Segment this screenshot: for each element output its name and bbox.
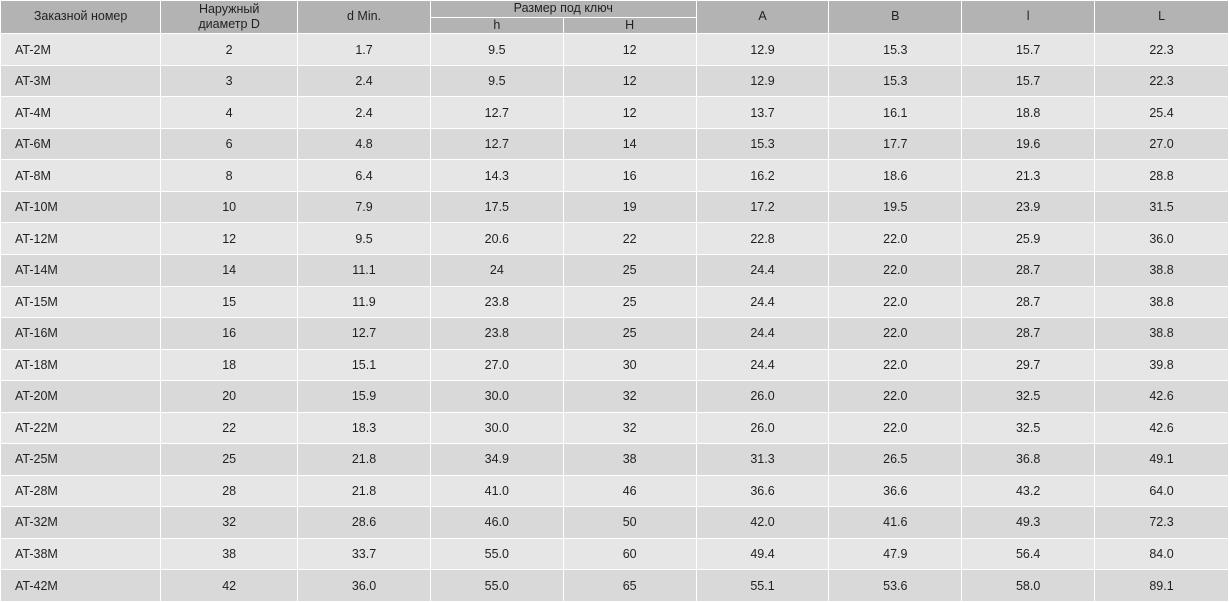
cell-dmin: 36.0 [298, 570, 431, 602]
cell-L: 49.1 [1095, 444, 1229, 476]
cell-dmin: 15.9 [298, 381, 431, 413]
cell-H: 25 [563, 286, 696, 318]
cell-L: 42.6 [1095, 381, 1229, 413]
cell-L: 22.3 [1095, 34, 1229, 66]
table-row [1, 191, 1229, 223]
cell-name: AT-2M [1, 34, 161, 66]
cell-name: AT-32M [1, 507, 161, 539]
cell-dmin: 21.8 [298, 475, 431, 507]
cell-d: 28 [161, 475, 298, 507]
column-header-outer-diameter-line2: диаметр D [198, 17, 260, 32]
cell-h: 14.3 [430, 160, 563, 192]
cell-name: AT-16M [1, 318, 161, 350]
cell-h: 30.0 [430, 412, 563, 444]
column-header-b: B [829, 1, 962, 34]
cell-d: 6 [161, 128, 298, 160]
cell-l: 15.7 [962, 34, 1095, 66]
table-row [1, 507, 1229, 539]
table-row [1, 349, 1229, 381]
cell-h: 23.8 [430, 286, 563, 318]
cell-h: 12.7 [430, 97, 563, 129]
cell-H: 16 [563, 160, 696, 192]
cell-A: 16.2 [696, 160, 829, 192]
cell-L: 72.3 [1095, 507, 1229, 539]
cell-d: 22 [161, 412, 298, 444]
cell-A: 12.9 [696, 65, 829, 97]
cell-dmin: 4.8 [298, 128, 431, 160]
cell-h: 23.8 [430, 318, 563, 350]
cell-A: 42.0 [696, 507, 829, 539]
cell-dmin: 2.4 [298, 97, 431, 129]
cell-h: 20.6 [430, 223, 563, 255]
table-row [1, 65, 1229, 97]
cell-name: AT-14M [1, 254, 161, 286]
cell-B: 22.0 [829, 318, 962, 350]
cell-h: 12.7 [430, 128, 563, 160]
cell-B: 53.6 [829, 570, 962, 602]
column-header-outer-diameter [161, 1, 298, 34]
cell-A: 26.0 [696, 412, 829, 444]
cell-name: AT-3M [1, 65, 161, 97]
cell-l: 32.5 [962, 412, 1095, 444]
cell-B: 18.6 [829, 160, 962, 192]
cell-h: 27.0 [430, 349, 563, 381]
cell-dmin: 11.1 [298, 254, 431, 286]
cell-h: 9.5 [430, 34, 563, 66]
cell-L: 38.8 [1095, 286, 1229, 318]
cell-B: 19.5 [829, 191, 962, 223]
cell-A: 13.7 [696, 97, 829, 129]
cell-B: 22.0 [829, 412, 962, 444]
column-header-order-number: Заказной номер [1, 1, 161, 34]
cell-dmin: 9.5 [298, 223, 431, 255]
cell-B: 36.6 [829, 475, 962, 507]
cell-name: AT-10M [1, 191, 161, 223]
cell-L: 39.8 [1095, 349, 1229, 381]
cell-B: 47.9 [829, 538, 962, 570]
cell-A: 24.4 [696, 349, 829, 381]
cell-A: 55.1 [696, 570, 829, 602]
cell-name: AT-25M [1, 444, 161, 476]
cell-d: 20 [161, 381, 298, 413]
cell-A: 49.4 [696, 538, 829, 570]
cell-l: 18.8 [962, 97, 1095, 129]
cell-d: 4 [161, 97, 298, 129]
cell-name: AT-15M [1, 286, 161, 318]
cell-name: AT-6M [1, 128, 161, 160]
cell-L: 36.0 [1095, 223, 1229, 255]
cell-L: 42.6 [1095, 412, 1229, 444]
cell-H: 12 [563, 97, 696, 129]
cell-dmin: 21.8 [298, 444, 431, 476]
cell-l: 15.7 [962, 65, 1095, 97]
cell-L: 22.3 [1095, 65, 1229, 97]
table-row [1, 412, 1229, 444]
cell-d: 15 [161, 286, 298, 318]
cell-l: 36.8 [962, 444, 1095, 476]
cell-L: 28.8 [1095, 160, 1229, 192]
table-row [1, 128, 1229, 160]
cell-A: 22.8 [696, 223, 829, 255]
column-header-d-min: d Min. [298, 1, 431, 34]
cell-l: 28.7 [962, 318, 1095, 350]
table-row [1, 381, 1229, 413]
column-header-wrench-h-small: h [430, 17, 563, 34]
cell-h: 55.0 [430, 538, 563, 570]
cell-L: 25.4 [1095, 97, 1229, 129]
cell-l: 28.7 [962, 286, 1095, 318]
cell-l: 29.7 [962, 349, 1095, 381]
table-row [1, 160, 1229, 192]
table-row [1, 286, 1229, 318]
cell-l: 49.3 [962, 507, 1095, 539]
cell-l: 21.3 [962, 160, 1095, 192]
cell-H: 46 [563, 475, 696, 507]
cell-h: 34.9 [430, 444, 563, 476]
cell-l: 23.9 [962, 191, 1095, 223]
cell-d: 38 [161, 538, 298, 570]
table-row [1, 97, 1229, 129]
cell-d: 25 [161, 444, 298, 476]
cell-dmin: 33.7 [298, 538, 431, 570]
cell-B: 16.1 [829, 97, 962, 129]
cell-name: AT-42M [1, 570, 161, 602]
cell-d: 12 [161, 223, 298, 255]
cell-H: 14 [563, 128, 696, 160]
cell-L: 38.8 [1095, 254, 1229, 286]
cell-name: AT-12M [1, 223, 161, 255]
table-row [1, 538, 1229, 570]
cell-h: 46.0 [430, 507, 563, 539]
cell-l: 28.7 [962, 254, 1095, 286]
cell-L: 38.8 [1095, 318, 1229, 350]
cell-B: 15.3 [829, 34, 962, 66]
cell-dmin: 11.9 [298, 286, 431, 318]
cell-dmin: 2.4 [298, 65, 431, 97]
cell-H: 32 [563, 381, 696, 413]
table-row [1, 444, 1229, 476]
table-row [1, 223, 1229, 255]
cell-A: 31.3 [696, 444, 829, 476]
cell-H: 19 [563, 191, 696, 223]
column-header-l-small: l [962, 1, 1095, 34]
table-row [1, 318, 1229, 350]
cell-dmin: 7.9 [298, 191, 431, 223]
column-header-outer-diameter-line1: Наружный [198, 1, 260, 16]
cell-L: 84.0 [1095, 538, 1229, 570]
cell-A: 17.2 [696, 191, 829, 223]
cell-h: 9.5 [430, 65, 563, 97]
cell-H: 65 [563, 570, 696, 602]
cell-name: AT-8M [1, 160, 161, 192]
cell-l: 58.0 [962, 570, 1095, 602]
cell-H: 30 [563, 349, 696, 381]
cell-B: 22.0 [829, 223, 962, 255]
cell-A: 36.6 [696, 475, 829, 507]
table-row [1, 254, 1229, 286]
cell-dmin: 1.7 [298, 34, 431, 66]
cell-name: AT-4M [1, 97, 161, 129]
cell-l: 56.4 [962, 538, 1095, 570]
cell-B: 17.7 [829, 128, 962, 160]
table-header [1, 1, 1229, 34]
cell-A: 15.3 [696, 128, 829, 160]
cell-H: 25 [563, 254, 696, 286]
cell-h: 41.0 [430, 475, 563, 507]
cell-d: 42 [161, 570, 298, 602]
column-header-wrench-h-large: H [563, 17, 696, 34]
cell-l: 32.5 [962, 381, 1095, 413]
cell-B: 22.0 [829, 349, 962, 381]
cell-dmin: 15.1 [298, 349, 431, 381]
table-body [1, 34, 1229, 602]
table-row [1, 475, 1229, 507]
cell-name: AT-28M [1, 475, 161, 507]
cell-d: 3 [161, 65, 298, 97]
cell-H: 25 [563, 318, 696, 350]
cell-H: 50 [563, 507, 696, 539]
cell-H: 12 [563, 34, 696, 66]
header-row-top [1, 1, 1229, 18]
cell-H: 60 [563, 538, 696, 570]
cell-l: 19.6 [962, 128, 1095, 160]
cell-d: 14 [161, 254, 298, 286]
cell-dmin: 18.3 [298, 412, 431, 444]
cell-d: 16 [161, 318, 298, 350]
cell-B: 22.0 [829, 254, 962, 286]
cell-name: AT-18M [1, 349, 161, 381]
cell-l: 43.2 [962, 475, 1095, 507]
cell-B: 26.5 [829, 444, 962, 476]
column-header-l-large: L [1095, 1, 1229, 34]
cell-B: 41.6 [829, 507, 962, 539]
column-header-a: A [696, 1, 829, 34]
column-header-wrench-size-group: Размер под ключ [430, 1, 696, 18]
cell-A: 26.0 [696, 381, 829, 413]
cell-L: 89.1 [1095, 570, 1229, 602]
cell-h: 17.5 [430, 191, 563, 223]
cell-d: 2 [161, 34, 298, 66]
cell-d: 18 [161, 349, 298, 381]
cell-H: 38 [563, 444, 696, 476]
cell-H: 22 [563, 223, 696, 255]
cell-A: 24.4 [696, 318, 829, 350]
cell-h: 30.0 [430, 381, 563, 413]
cell-d: 32 [161, 507, 298, 539]
cell-h: 24 [430, 254, 563, 286]
cell-H: 12 [563, 65, 696, 97]
cell-name: AT-38M [1, 538, 161, 570]
cell-B: 22.0 [829, 286, 962, 318]
cell-A: 12.9 [696, 34, 829, 66]
cell-B: 22.0 [829, 381, 962, 413]
cell-A: 24.4 [696, 254, 829, 286]
table-row [1, 34, 1229, 66]
cell-name: AT-20M [1, 381, 161, 413]
cell-L: 27.0 [1095, 128, 1229, 160]
cell-name: AT-22M [1, 412, 161, 444]
cell-d: 8 [161, 160, 298, 192]
cell-H: 32 [563, 412, 696, 444]
cell-B: 15.3 [829, 65, 962, 97]
cell-L: 64.0 [1095, 475, 1229, 507]
cell-dmin: 28.6 [298, 507, 431, 539]
cell-h: 55.0 [430, 570, 563, 602]
table-row [1, 570, 1229, 602]
cell-l: 25.9 [962, 223, 1095, 255]
cell-dmin: 12.7 [298, 318, 431, 350]
cell-dmin: 6.4 [298, 160, 431, 192]
cell-d: 10 [161, 191, 298, 223]
cell-L: 31.5 [1095, 191, 1229, 223]
cell-A: 24.4 [696, 286, 829, 318]
